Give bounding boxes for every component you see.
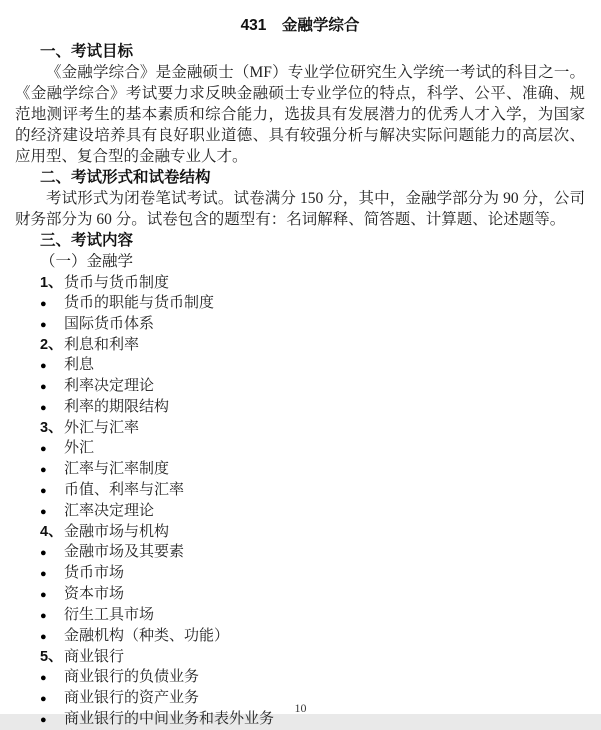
- bullet-icon: ●: [40, 360, 47, 372]
- section-heading-exam-format: 二、考试形式和试卷结构: [40, 169, 211, 186]
- bullet-icon: ●: [40, 589, 47, 601]
- item-text: 汇率决定理论: [64, 503, 155, 519]
- item-text: 币值、利率与汇率: [64, 482, 185, 498]
- subsection-heading-finance: （一）金融学: [40, 253, 134, 270]
- bullet-icon: ●: [40, 631, 47, 643]
- bullet-topic-item: [15, 459, 585, 480]
- bullet-topic-item: [15, 605, 585, 626]
- numbered-topic-item: [15, 273, 585, 293]
- numbered-topic-item: [15, 522, 585, 542]
- item-text: 外汇与汇率: [64, 420, 140, 436]
- bullet-topic-item: [15, 501, 585, 522]
- bullet-icon: ●: [40, 464, 47, 476]
- document-title: 431 金融学综合: [240, 17, 360, 34]
- paragraph-exam-format: 考试形式为闭卷笔试考试。试卷满分 150 分，其中，金融学部分为 90 分，公司财务部分为 60 分。试卷包含的题型有：名词解释、简答题、计算题、论述题等。: [15, 190, 585, 228]
- bullet-topic-item: [15, 542, 585, 563]
- bullet-icon: ●: [40, 714, 47, 726]
- item-text: 金融市场及其要素: [64, 544, 185, 560]
- numbered-topic-item: [15, 418, 585, 438]
- bullet-topic-item: [15, 626, 585, 647]
- item-text: 金融市场与机构: [64, 524, 170, 540]
- numbered-topic-item: [15, 335, 585, 355]
- item-text: 利率的期限结构: [64, 399, 170, 415]
- page-number: 10: [294, 701, 307, 715]
- paragraph-exam-objectives: 《金融学综合》是金融硕士（MF）专业学位研究生入学统一考试的科目之一。《金融学综合》考试要力求反映金融硕士专业学位的特点，科学、公平、准确、规范地测评考生的基本素质和综合能力，选拔具有发展潜力的优秀人才入学，为国家的经济建设培养具有良好职业道德、具有较强分析与解决实际问题能力的高层次、应用型、复合型的金融专业人才。: [15, 64, 585, 165]
- item-number: 4、: [40, 524, 63, 540]
- bullet-icon: ●: [40, 485, 47, 497]
- item-text: 汇率与汇率制度: [64, 461, 170, 477]
- bullet-icon: ●: [40, 672, 47, 684]
- item-text: 利息和利率: [64, 337, 140, 353]
- bullet-topic-item: [15, 480, 585, 501]
- bullet-topic-item: [15, 584, 585, 605]
- bullet-icon: ●: [40, 568, 47, 580]
- bullet-icon: ●: [40, 402, 47, 414]
- item-number: 1、: [40, 275, 63, 291]
- section-heading-exam-content: 三、考试内容: [40, 232, 134, 249]
- bullet-icon: ●: [40, 443, 47, 455]
- bullet-icon: ●: [40, 506, 47, 518]
- section-heading-exam-objectives: 一、考试目标: [40, 43, 134, 60]
- item-text: 利息: [64, 357, 95, 373]
- item-number: 5、: [40, 649, 63, 665]
- item-text: 外汇: [64, 440, 95, 456]
- item-text: 利率决定理论: [64, 378, 155, 394]
- item-text: 货币的职能与货币制度: [64, 295, 215, 311]
- bullet-icon: ●: [40, 319, 47, 331]
- item-text: 资本市场: [64, 586, 125, 602]
- item-text: 货币市场: [64, 565, 125, 581]
- bullet-topic-item: [15, 376, 585, 397]
- bullet-icon: ●: [40, 693, 47, 705]
- item-text: 商业银行的负债业务: [64, 669, 200, 685]
- item-text: 金融机构（种类、功能）: [64, 628, 230, 644]
- bullet-icon: ●: [40, 381, 47, 393]
- bullet-topic-item: [15, 563, 585, 584]
- item-text: 商业银行的中间业务和表外业务: [64, 711, 275, 727]
- item-number: 2、: [40, 337, 63, 353]
- item-text: 国际货币体系: [64, 316, 155, 332]
- numbered-topic-item: [15, 647, 585, 667]
- bullet-icon: ●: [40, 547, 47, 559]
- bullet-topic-item: [15, 667, 585, 688]
- bullet-icon: ●: [40, 298, 47, 310]
- item-number: 3、: [40, 420, 63, 436]
- bullet-topic-item: [15, 397, 585, 418]
- exam-topic-list: [15, 273, 585, 730]
- item-text: 商业银行: [64, 649, 125, 665]
- bullet-topic-item: [15, 293, 585, 314]
- bullet-icon: ●: [40, 610, 47, 622]
- item-text: 货币与货币制度: [64, 275, 170, 291]
- bullet-topic-item: [15, 438, 585, 459]
- item-text: 衍生工具市场: [64, 607, 155, 623]
- bullet-topic-item: [15, 355, 585, 376]
- bullet-topic-item: [15, 314, 585, 335]
- item-text: 商业银行的资产业务: [64, 690, 200, 706]
